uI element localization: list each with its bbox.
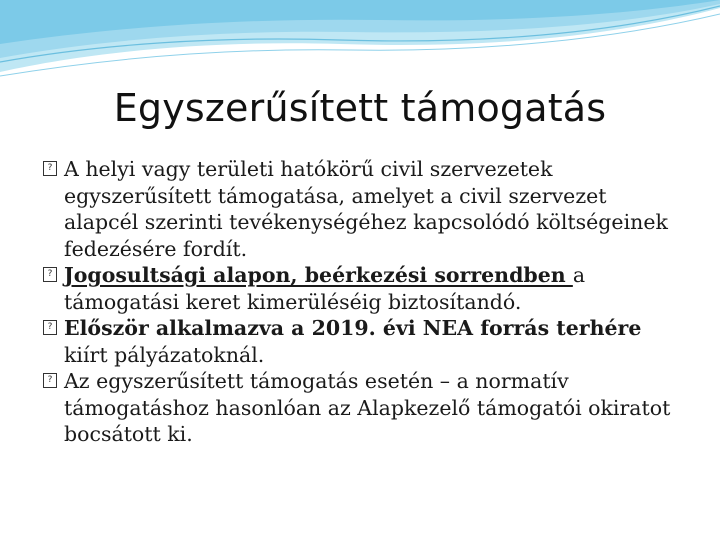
list-item xyxy=(44,262,684,315)
slide-title: Egyszerűsített támogatás xyxy=(113,86,607,130)
bullet-box-icon: ? xyxy=(43,267,57,282)
bullet-text: a támogatási keret kimerüléséig biztosítandó. xyxy=(64,263,586,314)
list-item xyxy=(44,156,684,262)
bullet-text: kiírt pályázatoknál. xyxy=(64,342,265,367)
bullet-list xyxy=(44,156,684,448)
wave-decoration xyxy=(0,0,720,100)
list-item xyxy=(44,315,684,368)
list-item xyxy=(44,368,684,448)
bullet-text: A helyi vagy területi hatókörű civil szervezetek egyszerűsített támogatása, amelyet a civil szervezet alapcél szerinti tevékenységéhez kapcsolódó költségeinek fedezésére fordít. xyxy=(64,157,668,261)
bullet-text: Az egyszerűsített támogatás esetén – a normatív támogatáshoz hasonlóan az Alapkezelő támogatói okiratot bocsátott ki. xyxy=(64,369,671,446)
bullet-emphasis: Először alkalmazva a 2019. évi NEA forrás terhére xyxy=(64,316,642,340)
bullet-box-icon: ? xyxy=(43,320,57,335)
bullet-box-icon: ? xyxy=(43,373,57,388)
bullet-emphasis: Jogosultsági alapon, beérkezési sorrendben xyxy=(64,263,573,287)
bullet-box-icon: ? xyxy=(43,161,57,176)
